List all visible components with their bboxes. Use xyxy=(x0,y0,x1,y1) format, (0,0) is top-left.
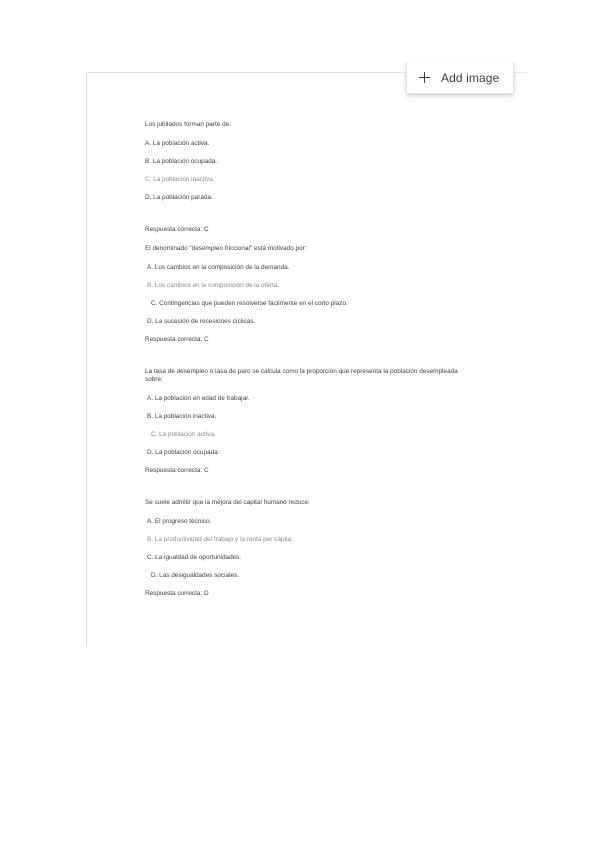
question-1-option-a: A. La población activa. xyxy=(145,140,210,147)
question-4-answer: Respuesta correcta: D xyxy=(145,590,209,597)
question-2-option-d: D. La sucesión de recesiones cíclicas. xyxy=(147,318,256,325)
question-3-option-b: B. La población inactiva. xyxy=(147,413,217,420)
question-3-answer: Respuesta correcta: C xyxy=(145,467,209,474)
question-1-option-b: B. La población ocupada. xyxy=(145,158,218,165)
question-4-option-d: D. Las desigualdades sociales. xyxy=(151,572,240,579)
add-image-label: Add image xyxy=(441,70,500,85)
question-1-text: Los jubilados forman parte de: xyxy=(145,121,231,128)
document-content xyxy=(145,121,465,598)
question-3-option-d: D. La población ocupada. xyxy=(147,449,220,456)
add-image-button[interactable] xyxy=(406,62,514,94)
question-2-text: El denominado "desempleo friccional" está motivado por: xyxy=(145,245,307,252)
question-4-option-c: C. La igualdad de oportunidades. xyxy=(147,554,242,561)
question-1-option-d: D. La población parada. xyxy=(145,194,213,201)
question-2-option-c: C. Contingencias que pueden resolverse fácilmente en el corto plazo. xyxy=(151,300,348,307)
question-3-option-a: A. La población en edad de trabajar. xyxy=(147,395,250,402)
question-3-option-c: C. La población activa. xyxy=(151,431,216,438)
question-2-option-a: A. Los cambios en la composición de la demanda. xyxy=(147,264,290,271)
question-3-text: La tasa de desempleo o tasa de paro se calcula como la proporción que representa la población desempleada sobre: xyxy=(145,368,458,383)
question-2-answer: Respuesta correcta: C xyxy=(145,336,209,343)
question-4-option-b: B. La productividad del trabajo y la renta per cápita. xyxy=(147,536,294,543)
question-4-option-a: A. El progreso técnico. xyxy=(147,518,212,525)
question-1-answer: Respuesta correcta: C xyxy=(145,226,209,233)
question-4-text: Se suele admitir que la mejora del capital humano reduce: xyxy=(145,499,310,506)
plus-icon xyxy=(419,72,430,83)
question-1-option-c: C. La población inactiva. xyxy=(145,176,215,183)
question-2-option-b: B. Los cambios en la composición de la oferta. xyxy=(147,282,280,289)
